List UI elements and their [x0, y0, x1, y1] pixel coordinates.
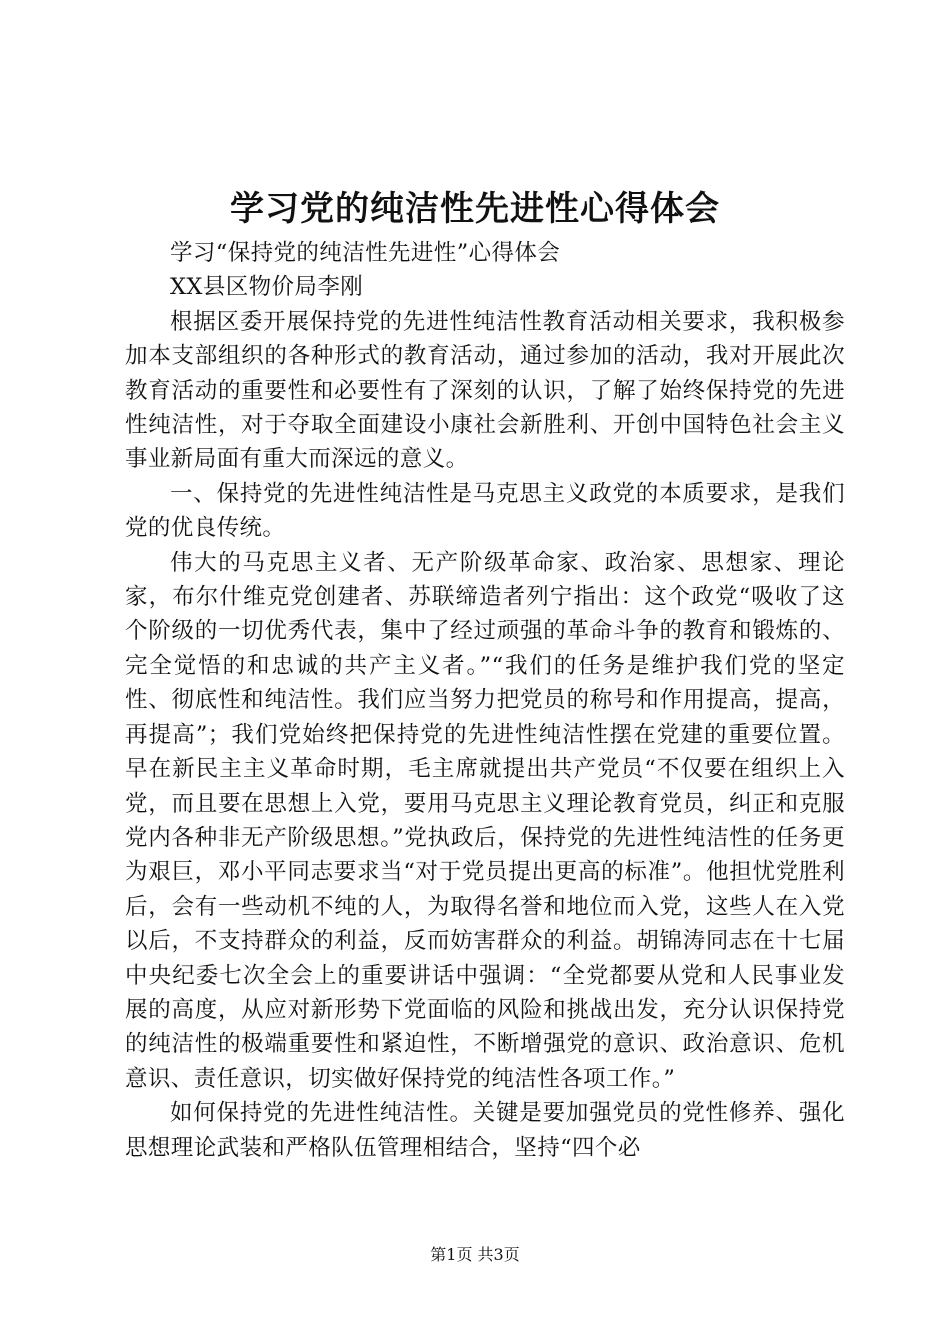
paragraph-history: 伟大的马克思主义者、无产阶级革命家、政治家、思想家、理论家，布尔什维克党创建者、苏联缔造者列宁指出：这个政党“吸收了这个阶级的一切优秀代表，集中了经过顽强的革命斗争的教育和锻炼的、完全觉悟的和忠诚的共产主义者。”“我们的任务是维护我们党的坚定性、彻底性和纯洁性。我们应当努力把党员的称号和作用提高，提高，再提高”；我们党始终把保持党的先进性纯洁性摆在党建的重要位置。早在新民主主义革命时期，毛主席就提出共产党员“不仅要在组织上入党，而且要在思想上入党，要用马克思主义理论教育党员，纠正和克服党内各种非无产阶级思想。”党执政后，保持党的先进性纯洁性的任务更为艰巨，邓小平同志要求当“对于党员提出更高的标准”。他担忧党胜利后，会有一些动机不纯的人，为取得名誉和地位而入党，这些人在入党以后，不支持群众的利益，反而妨害群众的利益。胡锦涛同志在十七届中央纪委七次全会上的重要讲话中强调：“全党都要从党和人民事业发展的高度，从应对新形势下党面临的风险和挑战出发，充分认识保持党的纯洁性的极端重要性和紧迫性，不断增强党的意识、政治意识、危机意识、责任意识，切实做好保持党的纯洁性各项工作。”	[125, 549, 845, 1092]
document-title: 学习党的纯洁性先进性心得体会	[230, 189, 720, 229]
paragraph-how-to-maintain: 如何保持党的先进性纯洁性。关键是要加强党员的党性修养、强化思想理论武装和严格队伍管理相结合，坚持“四个必	[125, 1100, 845, 1161]
paragraph-section-one-heading: 一、保持党的先进性纯洁性是马克思主义政党的本质要求，是我们党的优良传统。	[125, 480, 845, 542]
paragraph-intro: 根据区委开展保持党的先进性纯洁性教育活动相关要求，我积极参加本支部组织的各种形式的教育活动，通过参加的活动，我对开展此次教育活动的重要性和必要性有了深刻的认识，了解了始终保持党的先进性纯洁性，对于夺取全面建设小康社会新胜利、开创中国特色社会主义事业新局面有重大而深远的意义。	[125, 308, 845, 473]
paragraph-author: XX县区物价局李刚	[170, 274, 364, 301]
page-footer: 第1页 共3页	[430, 1245, 520, 1264]
document-body	[125, 236, 845, 1165]
paragraph-subtitle: 学习“保持党的纯洁性先进性”心得体会	[170, 240, 561, 266]
